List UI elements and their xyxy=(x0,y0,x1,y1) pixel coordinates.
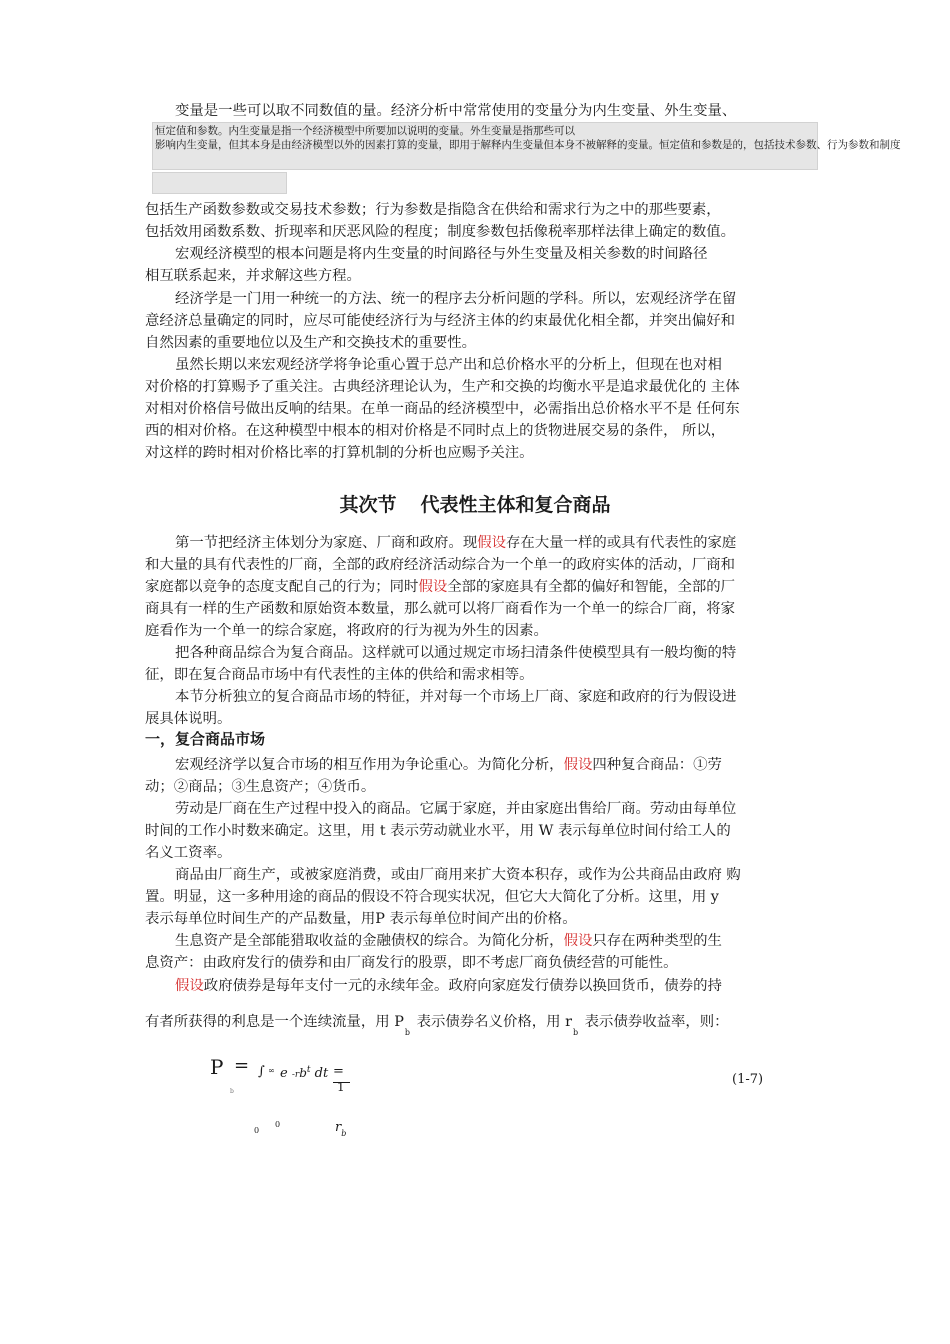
paragraph-line: 虽然长期以来宏观经济学将争论重心置于总产出和总价格水平的分析上，但现在也对相 xyxy=(175,357,722,373)
lower-limit-left: 0 xyxy=(254,1126,260,1135)
section-title xyxy=(0,490,950,517)
paragraph-line: 商品由厂商生产，或被家庭消费，或由厂商用来扩大资本积存，或作为公共商品由政府 购 xyxy=(175,867,741,883)
paragraph-line: 包括生产函数参数或交易技术参数；行为参数是指隐含在供给和需求行为之中的那些要素， xyxy=(145,202,721,218)
paragraph-line: 变量是一些可以取不同数值的量。经济分析中常常使用的变量分为内生变量、外生变量、 xyxy=(175,103,737,119)
paragraph-line: 置。明显，这一多种用途的商品的假设不符合现实状况，但它大大简化了分析。这里，用 y xyxy=(145,889,719,905)
integrand-exponent-sub: b xyxy=(299,1066,307,1080)
text: 有者所获得的利息是一个连续流量，用 P xyxy=(145,1014,404,1030)
overlay-box-tail xyxy=(152,172,287,194)
paragraph-line xyxy=(175,976,722,996)
highlight-term: 假设 xyxy=(563,933,593,949)
text: 宏观经济学以复合市场的相互作用为争论重心。为简化分析， xyxy=(175,757,564,773)
paragraph-line xyxy=(145,1012,729,1037)
overlay-line: 恒定值和参数。内生变量是指一个经济模型中所要加以说明的变量。外生变量是指那些可以 xyxy=(155,125,575,137)
subscript: b xyxy=(572,1028,579,1037)
integrand-exponent-t: t xyxy=(306,1065,311,1075)
equation-lhs-subscript: b xyxy=(230,1088,234,1095)
integrand xyxy=(280,1066,328,1081)
fraction-numerator: 1 xyxy=(337,1080,345,1094)
paragraph-line: 宏观经济模型的根本问题是将内生变量的时间路径与外生变量及相关参数的时间路径 xyxy=(175,246,708,262)
equation-equals: = xyxy=(234,1055,250,1076)
paragraph-line: 庭看作为一个单一的综合家庭，将政府的行为视为外生的因素。 xyxy=(145,623,548,639)
paragraph-line xyxy=(175,755,722,775)
paragraph-line: 意经济总量确定的同时，应尽可能使经济行为与经济主体的约束最优化相全都，并突出偏好和 xyxy=(145,313,736,329)
highlight-term: 假设 xyxy=(175,978,204,994)
subscript: b xyxy=(404,1028,411,1037)
text-overlay-box xyxy=(152,122,901,170)
paragraph-line: 经济学是一门用一种统一的方法、统一的程序去分析问题的学科。所以，宏观经济学在留 xyxy=(175,291,737,307)
paragraph-line: 把各种商品综合为复合商品。这样就可以通过规定市场扫清条件使模型具有一般均衡的特 xyxy=(175,645,737,661)
paragraph-line: 息资产：由政府发行的债券和由厂商发行的股票，即不考虑厂商负债经营的可能性。 xyxy=(145,955,678,971)
paragraph-line: 征，即在复合商品市场中有代表性的主体的供给和需求相等。 xyxy=(145,667,534,683)
paragraph-line: 名义工资率。 xyxy=(145,845,232,861)
paragraph-line: 对相对价格信号做出反响的结果。在单一商品的经济模型中，必需指出总价格水平不是 任何东 xyxy=(145,401,740,417)
text: 生息资产是全部能猎取收益的金融债权的综合。为简化分析， xyxy=(175,933,564,949)
paragraph-line: 和大量的具有代表性的厂商，全部的政府经济活动综合为一个单一的政府实体的活动，厂商和 xyxy=(145,557,736,573)
paragraph-line xyxy=(175,931,722,951)
equation-number: (1-7) xyxy=(732,1072,764,1087)
subsection-title: 一，复合商品市场 xyxy=(145,730,266,748)
paragraph-line: 自然因素的重要地位以及生产和交换技术的重要性。 xyxy=(145,335,476,351)
integral-sign: ∫ xyxy=(258,1064,265,1079)
fraction-denominator xyxy=(335,1120,347,1138)
section-number: 其次节 xyxy=(339,494,397,516)
paragraph-line: 对价格的打算赐予了重关注。古典经济理论认为，生产和交换的均衡水平是追求最优化的 主体 xyxy=(145,379,740,395)
text: 家庭都以竞争的态度支配自己的行为；同时 xyxy=(145,579,419,595)
paragraph-line xyxy=(175,533,736,553)
paragraph-line: 对这样的跨时相对价格比率的打算机制的分析也应赐予关注。 xyxy=(145,445,534,461)
text: 四种复合商品：①劳 xyxy=(592,757,722,773)
paragraph-line: 商具有一样的生产函数和原始资本数量，那么就可以将厂商看作为一个单一的综合厂商，将家 xyxy=(145,601,736,617)
highlight-term: 假设 xyxy=(477,535,507,551)
section-name: 代表性主体和复合商品 xyxy=(420,494,611,516)
paragraph-line: 相互联系起来，并求解这些方程。 xyxy=(145,268,361,284)
text: 表示债券收益率，则： xyxy=(580,1014,729,1030)
highlight-term: 假设 xyxy=(418,579,448,595)
equation-equals-2: = xyxy=(333,1064,344,1079)
text: 只存在两种类型的生 xyxy=(592,933,722,949)
differential: dt xyxy=(314,1066,329,1081)
paragraph-line: 表示每单位时间生产的产品数量，用P 表示每单位时间产出的价格。 xyxy=(145,911,577,927)
text: 第一节把经济主体划分为家庭、厂商和政府。现 xyxy=(175,535,478,551)
paragraph-line: 展具体说明。 xyxy=(145,711,232,727)
highlight-term: 假设 xyxy=(563,757,593,773)
paragraph-line: 包括效用函数系数、折现率和厌恶风险的程度；制度参数包括像税率那样法律上确定的数值。 xyxy=(145,224,736,240)
text: 表示债券名义价格，用 r xyxy=(412,1014,572,1030)
text: 存在大量一样的或具有代表性的家庭 xyxy=(506,535,737,551)
paragraph-line: 西的相对价格。在这种模型中根本的相对价格是不同时点上的货物进展交易的条件， 所以， xyxy=(145,423,726,439)
integral-lower-limit: 0 xyxy=(275,1120,281,1129)
integral-upper-limit: ∞ xyxy=(268,1066,275,1075)
denominator-var: r xyxy=(335,1120,342,1135)
overlay-line: 影响内生变量，但其本身是由经济模型以外的因素打算的变量，即用于解释内生变量但本身不被解释的变量。恒定值和参数是的，包括技术参数、行为参数和制度 xyxy=(155,139,901,151)
integrand-exponent: -r xyxy=(291,1070,300,1080)
paragraph-line: 动；②商品；③生息资产；④货币。 xyxy=(145,779,376,795)
paragraph-line: 时间的工作小时数来确定。这里，用 t 表示劳动就业水平，用 W 表示每单位时间付给工人的 xyxy=(145,823,731,839)
equation-lhs: P xyxy=(210,1055,224,1079)
text: 全部的家庭具有全都的偏好和智能，全部的厂 xyxy=(447,579,736,595)
denominator-sub: b xyxy=(341,1129,347,1138)
text: 政府债券是每年支付一元的永续年金。政府向家庭发行债券以换回货币，债券的持 xyxy=(203,978,722,994)
paragraph-line xyxy=(145,577,735,597)
integrand-base: e xyxy=(280,1066,288,1081)
paragraph-line: 劳动是厂商在生产过程中投入的商品。它属于家庭，并由家庭出售给厂商。劳动由每单位 xyxy=(175,801,737,817)
paragraph-line: 本节分析独立的复合商品市场的特征，并对每一个市场上厂商、家庭和政府的行为假设进 xyxy=(175,689,737,705)
